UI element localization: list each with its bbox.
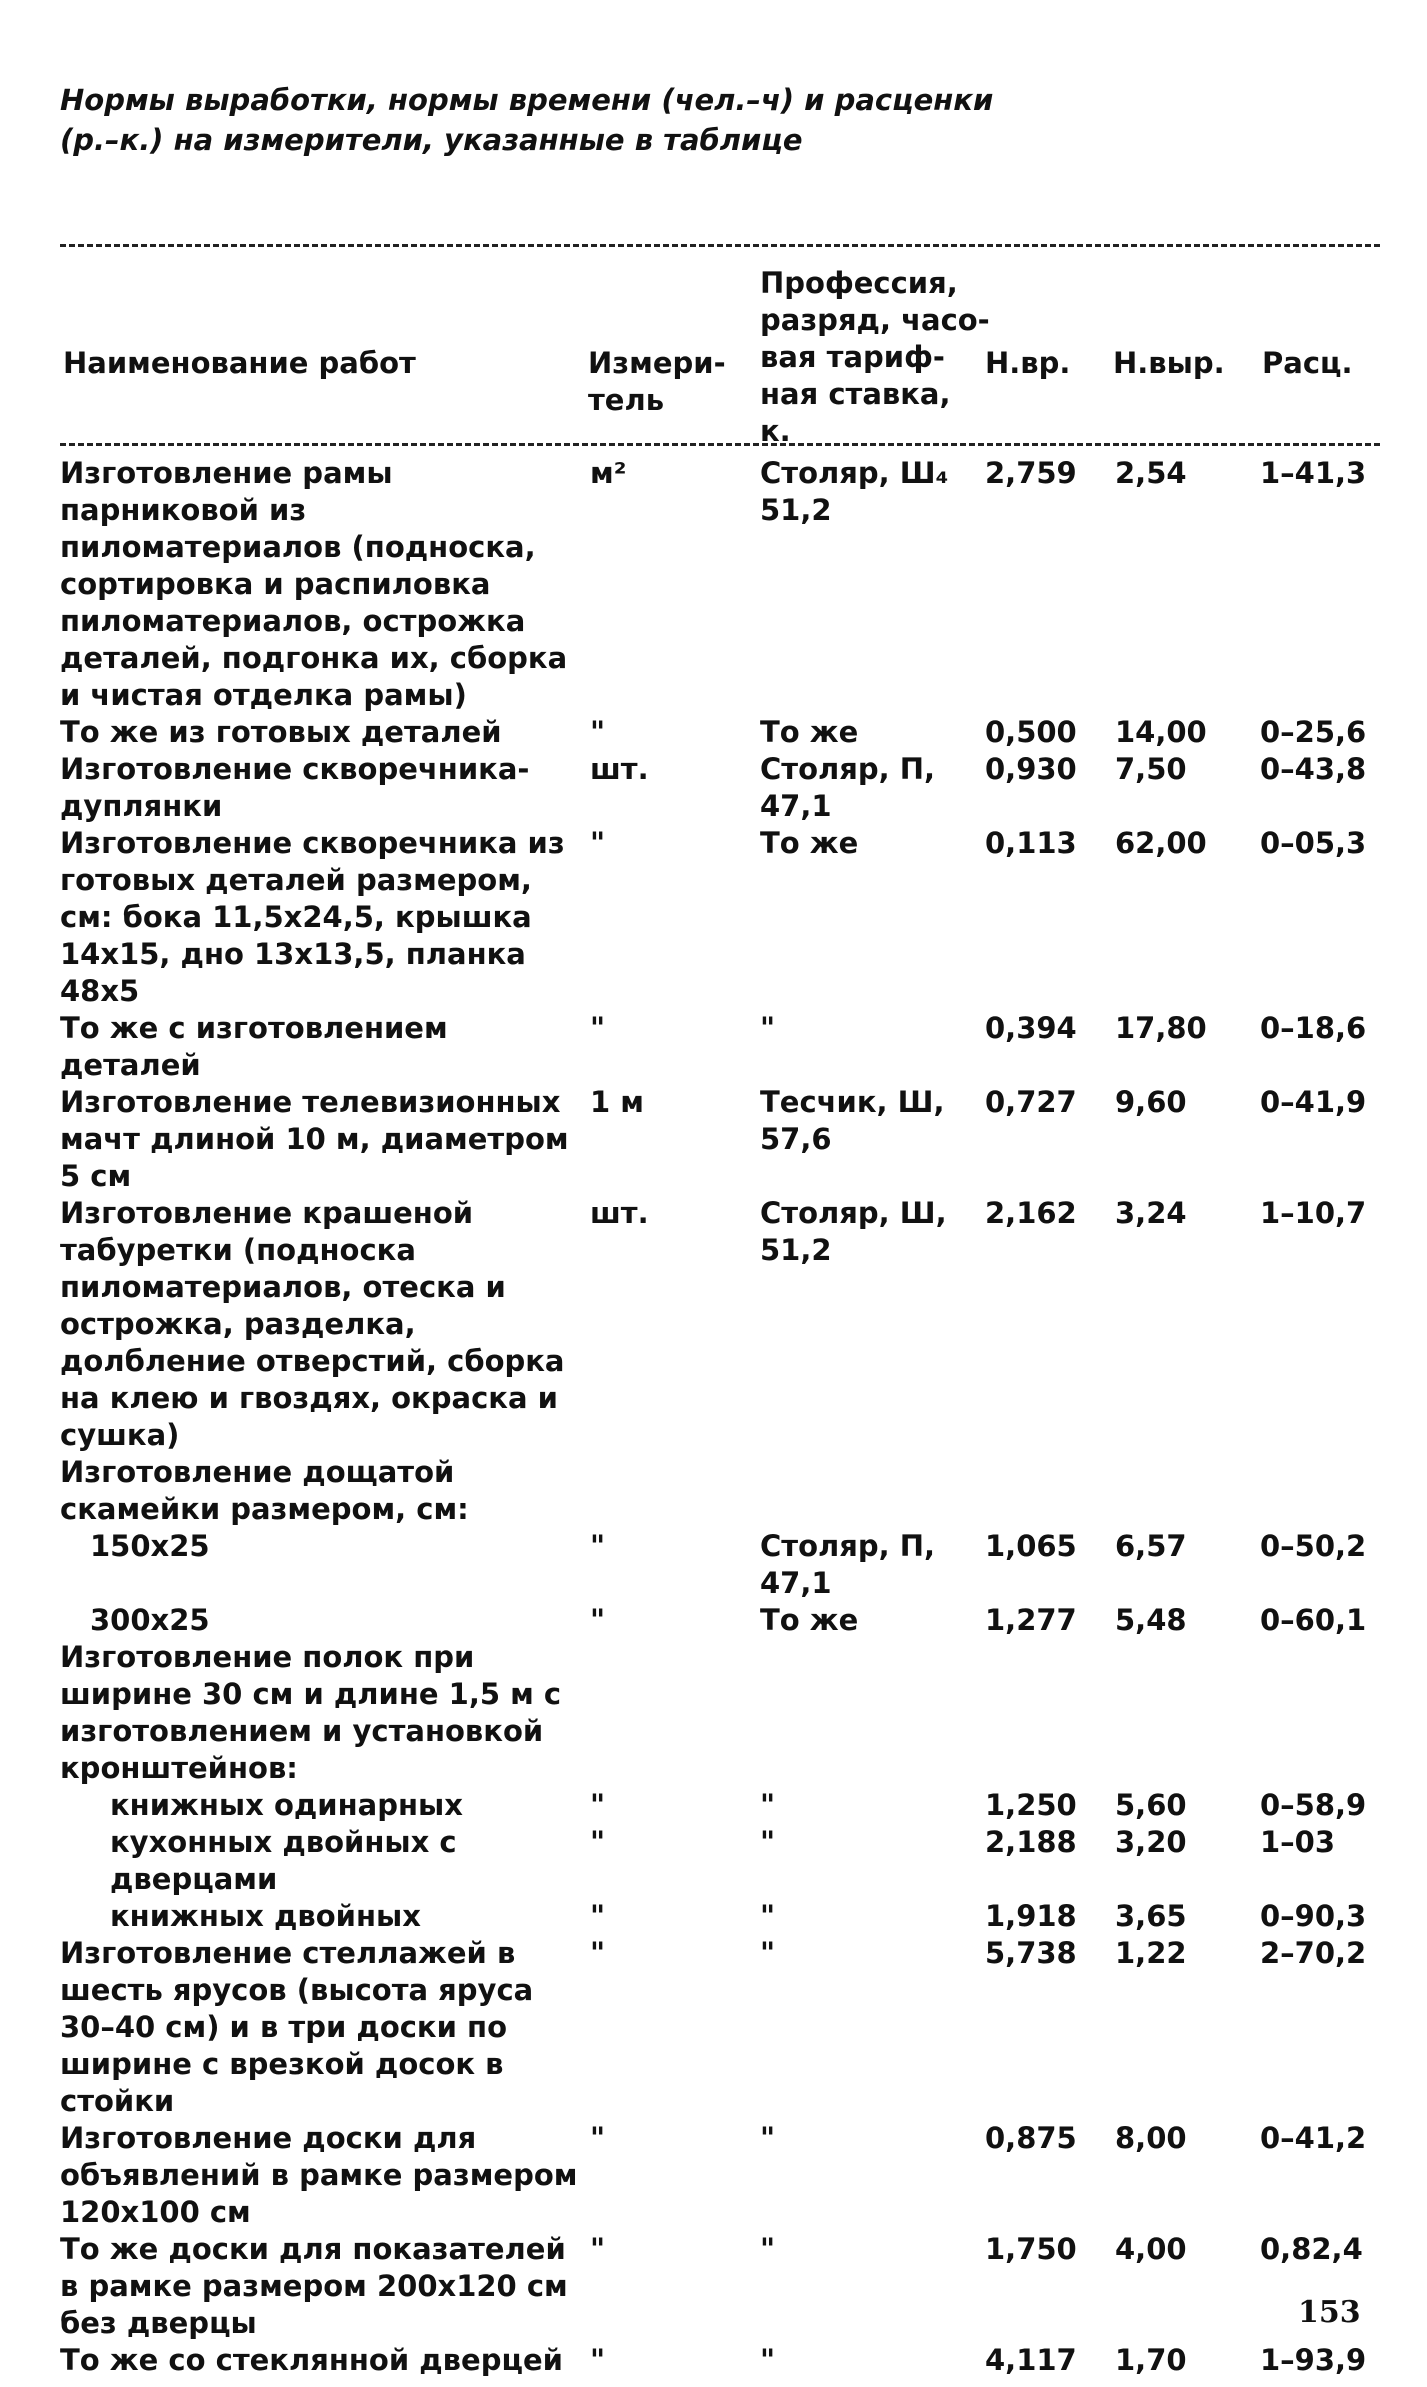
table-row <box>60 2342 1390 2379</box>
row-rate <box>1260 1454 1390 1528</box>
row-norm-time <box>985 1639 1115 1787</box>
row-name: кухонных двойных с дверцами <box>110 1825 457 1896</box>
row-profession: Столяр, Ш, 51,2 <box>760 1196 947 1267</box>
row-profession: Тесчик, Ш, 57,6 <box>760 1085 945 1156</box>
row-unit: " <box>590 1825 606 1859</box>
row-rate: 0–41,9 <box>1260 1085 1367 1119</box>
row-norm-time: 1,750 <box>985 2232 1077 2266</box>
table-row <box>60 1787 1390 1824</box>
row-norm-time: 2,162 <box>985 1196 1077 1230</box>
table-row <box>60 1824 1390 1898</box>
row-name: То же из готовых деталей <box>60 715 502 749</box>
row-norm-output: 5,48 <box>1115 1603 1187 1637</box>
header-unit: Измери-тель <box>588 346 726 417</box>
row-name: книжных одинарных <box>110 1788 463 1822</box>
row-profession: " <box>760 1899 776 1933</box>
page-title <box>60 80 1260 160</box>
row-rate: 2–70,2 <box>1260 1936 1367 1970</box>
row-unit: м² <box>590 456 627 490</box>
page-number: 153 <box>1298 2295 1361 2330</box>
row-norm-time: 2,759 <box>985 456 1077 490</box>
row-rate: 0–05,3 <box>1260 826 1367 860</box>
row-norm-output: 2,54 <box>1115 456 1187 490</box>
row-norm-time: 5,738 <box>985 1936 1077 1970</box>
row-profession: То же <box>760 715 859 749</box>
row-rate: 0–60,1 <box>1260 1603 1367 1637</box>
row-norm-time: 0,113 <box>985 826 1077 860</box>
row-name: Изготовление дощатой скамейки размером, см: <box>60 1455 469 1526</box>
row-norm-time: 0,727 <box>985 1085 1077 1119</box>
row-norm-output: 4,00 <box>1115 2232 1187 2266</box>
row-norm-output: 3,24 <box>1115 1196 1187 1230</box>
row-name: Изготовление крашеной табуретки (подноска пиломатериалов, отеска и острожка, разделка, долбление отверстий, сборка на клею и гвоздях, окраска и сушка) <box>60 1196 565 1452</box>
row-name: Изготовление рамы парниковой из пиломатериалов (подноска, сортировка и распиловка пиломатериалов, острожка деталей, подгонка их, сборка и чистая отделка рамы) <box>60 456 568 712</box>
row-name: 150x25 <box>90 1529 210 1563</box>
table-row <box>60 1084 1390 1195</box>
row-profession: То же <box>760 1603 859 1637</box>
table-row <box>60 1010 1390 1084</box>
row-name: Изготовление скворечника из готовых деталей размером, см: бока 11,5x24,5, крышка 14x15, дно 13x13,5, планка 48x5 <box>60 826 565 1008</box>
table-row <box>60 1454 1390 1528</box>
table-row <box>60 455 1390 714</box>
table-row <box>60 1639 1390 1787</box>
row-profession: Столяр, П, 47,1 <box>760 752 936 823</box>
row-profession: То же <box>760 826 859 860</box>
row-name: Изготовление стеллажей в шесть ярусов (высота яруса 30–40 см) и в три доски по ширине с врезкой досок в стойки <box>60 1936 534 2118</box>
row-norm-output: 7,50 <box>1115 752 1187 786</box>
title-line-2: (р.–к.) на измерители, указанные в таблице <box>60 123 803 157</box>
row-rate: 0,82,4 <box>1260 2232 1363 2266</box>
row-rate: 0–41,2 <box>1260 2121 1367 2155</box>
row-unit: " <box>590 2232 606 2266</box>
row-norm-output: 1,70 <box>1115 2343 1187 2377</box>
row-name: То же со стеклянной дверцей <box>60 2343 563 2377</box>
row-profession: Столяр, Ш₄ 51,2 <box>760 456 949 527</box>
table-row <box>60 2231 1390 2342</box>
row-norm-time: 1,918 <box>985 1899 1077 1933</box>
row-unit: " <box>590 2121 606 2155</box>
row-name: Изготовление скворечника-дуплянки <box>60 752 530 823</box>
row-unit <box>590 1639 760 1787</box>
row-profession: " <box>760 1788 776 1822</box>
row-unit: шт. <box>590 752 649 786</box>
header-hvyr: Н.выр. <box>1113 346 1225 380</box>
table-row <box>60 1528 1390 1602</box>
row-norm-output: 9,60 <box>1115 1085 1187 1119</box>
row-unit: " <box>590 1899 606 1933</box>
row-norm-output: 14,00 <box>1115 715 1207 749</box>
row-profession: " <box>760 2232 776 2266</box>
row-profession: " <box>760 1011 776 1045</box>
row-unit: " <box>590 826 606 860</box>
row-norm-time: 2,188 <box>985 1825 1077 1859</box>
row-norm-time: 1,277 <box>985 1603 1077 1637</box>
row-unit: " <box>590 1603 606 1637</box>
row-unit: " <box>590 1529 606 1563</box>
row-profession: " <box>760 1936 776 1970</box>
row-norm-time: 0,500 <box>985 715 1077 749</box>
row-rate: 1–10,7 <box>1260 1196 1367 1230</box>
row-unit: 1 м <box>590 1085 644 1119</box>
row-unit: " <box>590 1788 606 1822</box>
row-rate: 0–25,6 <box>1260 715 1367 749</box>
row-norm-output: 1,22 <box>1115 1936 1187 1970</box>
row-profession: Столяр, П, 47,1 <box>760 1529 936 1600</box>
table-row <box>60 1195 1390 1454</box>
row-profession: " <box>760 2121 776 2155</box>
row-rate: 0–90,3 <box>1260 1899 1367 1933</box>
row-norm-time: 1,065 <box>985 1529 1077 1563</box>
table-row <box>60 714 1390 751</box>
title-line-1: Нормы выработки, нормы времени (чел.–ч) и расценки <box>60 83 994 117</box>
row-rate: 1–93,9 <box>1260 2343 1367 2377</box>
row-norm-output <box>1115 1639 1260 1787</box>
row-norm-output: 3,20 <box>1115 1825 1187 1859</box>
row-unit: " <box>590 1936 606 1970</box>
row-norm-time: 0,394 <box>985 1011 1077 1045</box>
row-name: 300x25 <box>90 1603 210 1637</box>
row-norm-output: 62,00 <box>1115 826 1207 860</box>
row-name: То же с изготовлением деталей <box>60 1011 448 1082</box>
row-norm-time <box>985 1454 1115 1528</box>
row-norm-time: 0,930 <box>985 752 1077 786</box>
row-profession <box>760 1454 985 1528</box>
header-rasc: Расц. <box>1262 346 1353 380</box>
top-rule <box>60 244 1380 247</box>
row-norm-output: 3,65 <box>1115 1899 1187 1933</box>
row-norm-time: 1,250 <box>985 1788 1077 1822</box>
table-row <box>60 1898 1390 1935</box>
row-rate: 0–58,9 <box>1260 1788 1367 1822</box>
row-norm-output <box>1115 1454 1260 1528</box>
row-rate: 1–03 <box>1260 1825 1336 1859</box>
header-prof: Профессия, разряд, часо-вая тариф-ная ставка, к. <box>760 266 990 448</box>
row-norm-time: 0,875 <box>985 2121 1077 2155</box>
row-norm-output: 17,80 <box>1115 1011 1207 1045</box>
table-row <box>60 1602 1390 1639</box>
row-unit: шт. <box>590 1196 649 1230</box>
row-profession: " <box>760 1825 776 1859</box>
norms-table <box>60 455 1390 2379</box>
row-rate: 0–18,6 <box>1260 1011 1367 1045</box>
table-row <box>60 1935 1390 2120</box>
row-norm-time: 4,117 <box>985 2343 1077 2377</box>
header-hvr: Н.вр. <box>985 346 1071 380</box>
row-name: То же доски для показателей в рамке размером 200x120 см без дверцы <box>60 2232 568 2340</box>
table-row <box>60 825 1390 1010</box>
table-row <box>60 2120 1390 2231</box>
row-rate <box>1260 1639 1390 1787</box>
row-norm-output: 8,00 <box>1115 2121 1187 2155</box>
row-unit: " <box>590 715 606 749</box>
row-norm-output: 5,60 <box>1115 1788 1187 1822</box>
row-rate: 1–41,3 <box>1260 456 1367 490</box>
row-name: Изготовление доски для объявлений в рамке размером 120x100 см <box>60 2121 578 2229</box>
header-name: Наименование работ <box>63 346 416 380</box>
header-rule <box>60 443 1380 446</box>
row-unit <box>590 1454 760 1528</box>
row-unit: " <box>590 1011 606 1045</box>
row-profession: " <box>760 2343 776 2377</box>
row-name: Изготовление телевизионных мачт длиной 10 м, диаметром 5 см <box>60 1085 569 1193</box>
row-norm-output: 6,57 <box>1115 1529 1187 1563</box>
table-row <box>60 751 1390 825</box>
row-unit: " <box>590 2343 606 2377</box>
row-name: книжных двойных <box>110 1899 421 1933</box>
row-rate: 0–43,8 <box>1260 752 1367 786</box>
row-rate: 0–50,2 <box>1260 1529 1367 1563</box>
row-name: Изготовление полок при ширине 30 см и длине 1,5 м с изготовлением и установкой кронштейнов: <box>60 1640 562 1785</box>
row-profession <box>760 1639 985 1787</box>
